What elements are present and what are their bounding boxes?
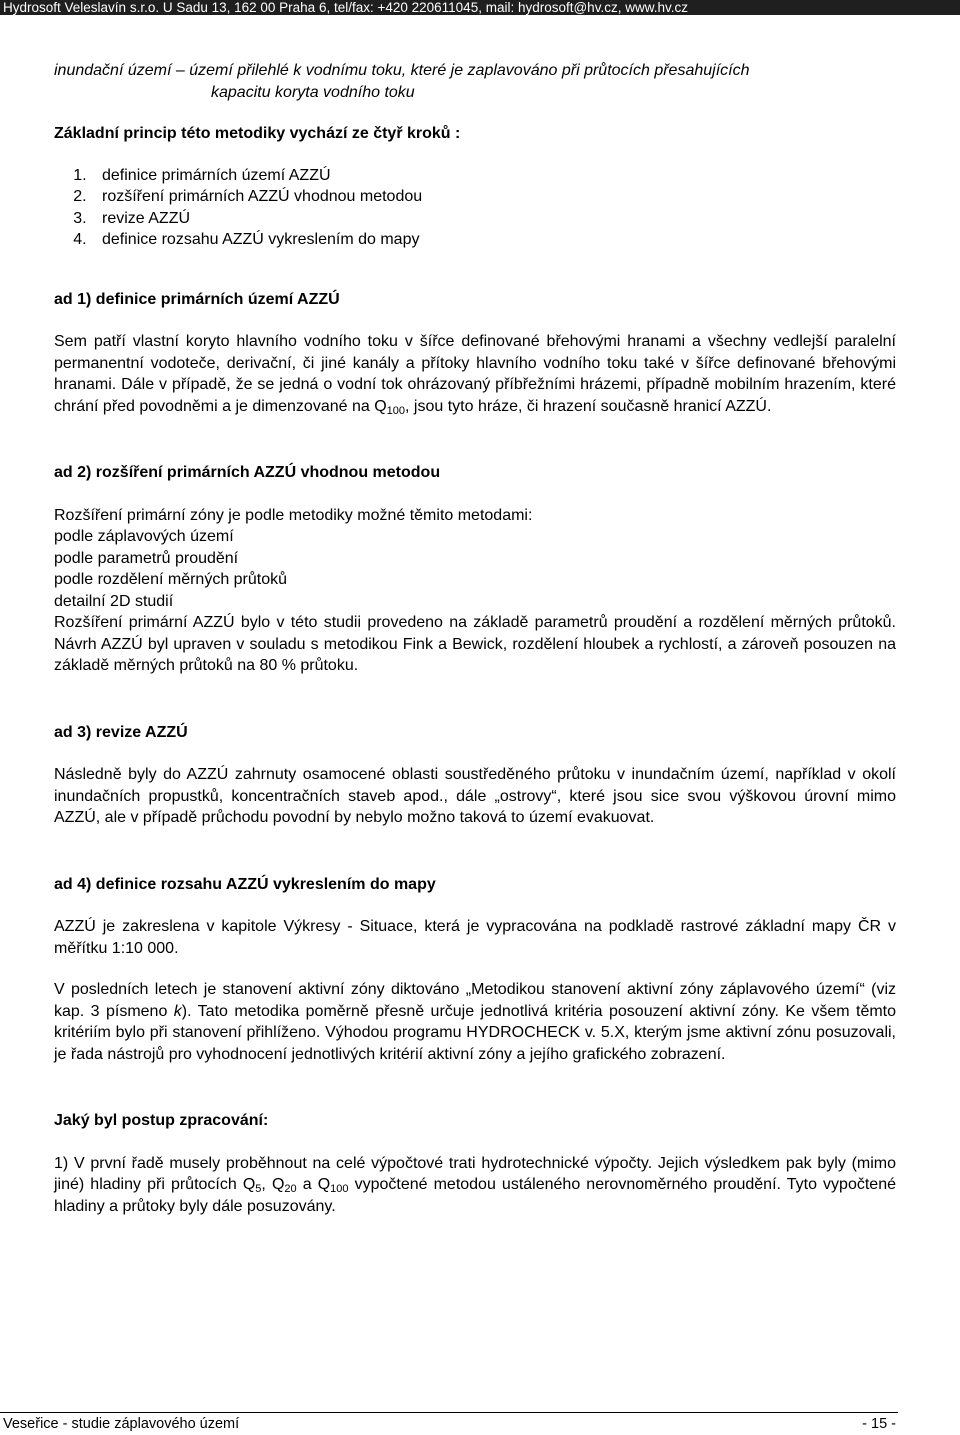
section5-text-b: , Q [261, 1176, 285, 1193]
section1-text-a: Sem patří vlastní koryto hlavního vodního toku v šířce definované břehovými hranami a všechny vedlejší paralelní permanentní vodoteče, derivační, či jiné kanály a přítoky hlavního vodního toku také v šířce definované břehovými hranami. Dále v případě, že se jedná o vodní tok ohrázovaný příbřežními hrázemi, případně mobilním hrazením, které chrání před povodněmi a je dimenzované na Q [54, 333, 896, 415]
list-item: 3. revize AZZÚ [91, 208, 896, 230]
definition-dash: – [171, 62, 190, 79]
list-item: 4. definice rozsahu AZZÚ vykreslením do mapy [91, 229, 896, 251]
page-number: - 15 - [862, 1416, 896, 1432]
section5-sub2: 20 [284, 1183, 297, 1195]
header-text: Hydrosoft Veleslavín s.r.o. U Sadu 13, 162 00 Praha 6, tel/fax: +420 220611045, mail: hydrosoft@hv.cz, www.hv.cz [3, 0, 688, 15]
list-item: podle záplavových území [54, 528, 234, 545]
section4-text-a: V posledních letech je stanovení aktivní zóny diktováno „Metodikou stanovení aktivní zóny záplavového území“ (viz kap. 3 písmeno [54, 981, 896, 1020]
document-body [54, 60, 896, 1217]
section4-title: ad 4) definice rozsahu AZZÚ vykreslením do mapy [54, 875, 436, 893]
section5-sub1: 5 [255, 1183, 262, 1195]
section2-title: ad 2) rozšíření primárních AZZÚ vhodnou metodou [54, 464, 441, 481]
list-item: 2. rozšíření primárních AZZÚ vhodnou metodou [91, 186, 896, 208]
section5-paragraph [54, 1153, 896, 1218]
section5-text-c: a Q [296, 1176, 331, 1193]
section4-text-b: ). Tato metodika poměrně přesně určuje jednotlivá kritéria posouzení aktivní zóny. Ke všem těmto kritériím bylo při stanovení přihlíženo. Výhodou programu HYDROCHECK v. 5.X, kterým jsme aktivní zónu posuzovali, je řada nástrojů pro vyhodnocení jednotlivých kritérií aktivní zóny a jejího grafického zobrazení. [54, 1002, 897, 1063]
section5-sub3: 100 [330, 1183, 349, 1195]
section2-lead: Rozšíření primární zóny je podle metodiky možné těmito metodami: [54, 506, 533, 524]
method-intro: Základní princip této metodiky vychází ze čtyř kroků : [54, 125, 461, 142]
definition-text-line1: území přilehlé k vodnímu toku, které je zaplavováno při průtocích přesahujících [189, 62, 750, 79]
list-item: detailní 2D studií [54, 592, 174, 610]
section1-text-b: , jsou tyto hráze, či hrazení současně hranicí AZZÚ. [405, 397, 772, 415]
page-header [0, 0, 960, 15]
definition-term: inundační území [54, 62, 172, 79]
definition [54, 60, 896, 82]
definition-continuation [211, 82, 896, 104]
section1-title: ad 1) definice primárních území AZZÚ [54, 290, 340, 308]
section5-text-a: 1) V první řadě musely proběhnout na celé výpočtové trati hydrotechnické výpočty. Jejich výsledkem pak byly (mimo jiné) hladiny při průtocích Q [54, 1154, 896, 1193]
section3-paragraph: Následně byly do AZZÚ zahrnuty osamocené oblasti soustředěného průtoku v inundačním území, například v okolí inundačních propustků, koncentračních staveb apod., dále „ostrovy“, které jsou sice svou výškovou úrovní mimo AZZÚ, ale v případě průchodu povodní by nebylo možno taková to území evakuovat. [54, 766, 896, 826]
list-item: 1. definice primárních území AZZÚ [91, 165, 896, 187]
section2-paragraph: Rozšíření primární AZZÚ bylo v této studii provedeno na základě parametrů proudění a rozdělení měrných průtoků. Návrh AZZÚ byl upraven v souladu s metodikou Fink a Bewick, rozdělení hloubek a rychlostí, a zároveň posouzen na základě měrných průtoků na 80 % průtoku. [54, 614, 896, 674]
steps-list [54, 165, 896, 251]
section4-paragraph-2 [54, 979, 896, 1065]
section3-title: ad 3) revize AZZÚ [54, 723, 188, 741]
section4-italic: k [173, 1002, 182, 1020]
section5-text-d: vypočtené metodou ustáleného nerovnoměrného proudění. Tyto vypočtené hladiny a průtoky byly dále posuzovány. [54, 1176, 896, 1215]
page-footer [0, 1412, 898, 1435]
footer-title: Veseřice - studie záplavového území [3, 1416, 240, 1432]
section4-paragraph-1: AZZÚ je zakreslena v kapitole Výkresy - Situace, která je vypracována na podkladě rastrové základní mapy ČR v měřítku 1:10 000. [54, 918, 896, 957]
list-item: podle parametrů proudění [54, 549, 239, 567]
section1-paragraph [54, 331, 896, 417]
list-item: podle rozdělení měrných průtoků [54, 571, 288, 588]
definition-text-line2: kapacitu koryta vodního toku [211, 83, 415, 101]
section1-sub: 100 [386, 404, 406, 417]
section5-title: Jaký byl postup zpracování: [54, 1112, 269, 1129]
